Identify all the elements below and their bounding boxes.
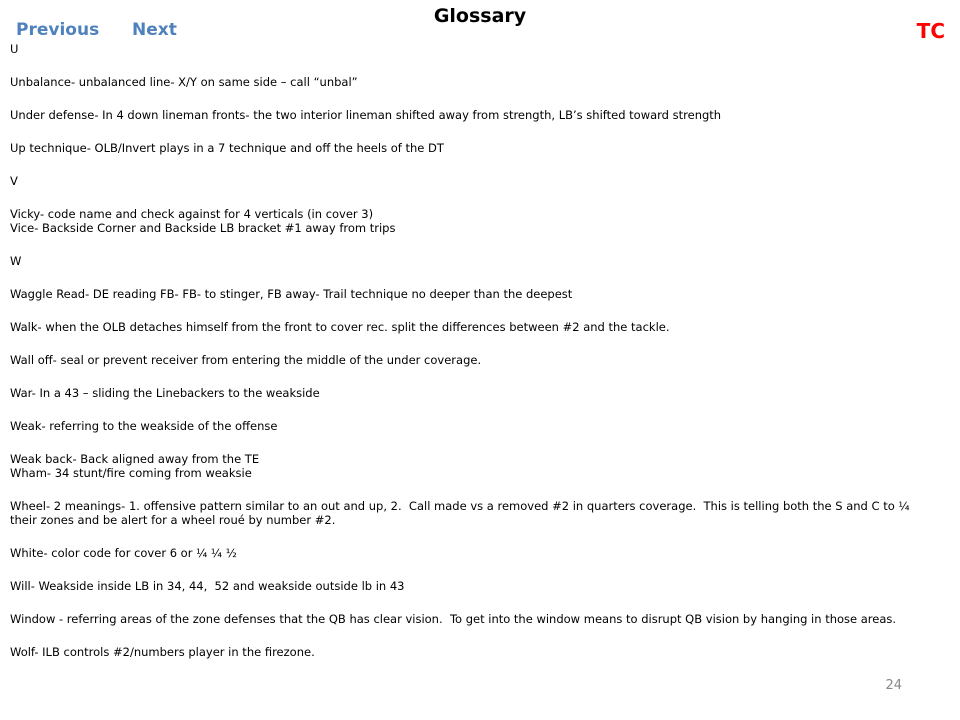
entry-spacer <box>10 334 935 353</box>
section-letter: U <box>10 42 19 56</box>
previous-link[interactable]: Previous <box>16 20 100 40</box>
entry-spacer <box>10 122 935 141</box>
glossary-entry: Unbalance- unbalanced line- X/Y on same side – call “unbal” <box>10 75 358 89</box>
glossary-entry: Wolf- ILB controls #2/numbers player in the firezone. <box>10 645 315 659</box>
glossary-entry: Up technique- OLB/Invert plays in a 7 technique and off the heels of the DT <box>10 141 444 155</box>
glossary-entry: Walk- when the OLB detaches himself from the front to cover rec. split the differences between #2 and the tackle. <box>10 320 670 334</box>
section-letter: V <box>10 174 18 188</box>
entry-spacer <box>10 400 935 419</box>
entry-spacer <box>10 626 935 645</box>
page-number: 24 <box>885 678 902 693</box>
entry-spacer <box>10 480 935 499</box>
entry-spacer <box>10 560 935 579</box>
glossary-entry: Will- Weakside inside LB in 34, 44, 52 and weakside outside lb in 43 <box>10 579 405 593</box>
glossary-entry: Weak- referring to the weakside of the offense <box>10 419 278 433</box>
glossary-entry: Wheel- 2 meanings- 1. offensive pattern similar to an out and up, 2. Call made vs a removed #2 in quarters coverage. This is telling both the S and C to ¼ their zones and be alert for a wheel roué by number #2. <box>10 499 914 527</box>
glossary-entry: Waggle Read- DE reading FB- FB- to stinger, FB away- Trail technique no deeper than the deepest <box>10 287 573 301</box>
glossary-entry: Wall off- seal or prevent receiver from entering the middle of the under coverage. <box>10 353 482 367</box>
entry-spacer <box>10 593 935 612</box>
glossary-entry: Weak back- Back aligned away from the TE <box>10 452 260 466</box>
glossary-content <box>10 42 935 659</box>
glossary-entry: Under defense- In 4 down lineman fronts- the two interior lineman shifted away from strength, LB’s shifted toward strength <box>10 108 722 122</box>
entry-spacer <box>10 89 935 108</box>
next-link[interactable]: Next <box>132 20 177 40</box>
page-title: Glossary <box>433 5 527 27</box>
glossary-entry: Wham- 34 stunt/fire coming from weaksie <box>10 466 252 480</box>
glossary-entry: Vicky- code name and check against for 4 verticals (in cover 3) <box>10 207 374 221</box>
glossary-entry: Vice- Backside Corner and Backside LB bracket #1 away from trips <box>10 221 396 235</box>
entry-spacer <box>10 301 935 320</box>
entry-spacer <box>10 155 935 174</box>
entry-spacer <box>10 56 935 75</box>
glossary-entry: War- In a 43 – sliding the Linebackers to the weakside <box>10 386 320 400</box>
entry-spacer <box>10 367 935 386</box>
glossary-entry: White- color code for cover 6 or ¼ ¼ ½ <box>10 546 237 560</box>
entry-spacer <box>10 235 935 254</box>
section-letter: W <box>10 254 22 268</box>
table-of-contents-link[interactable]: TC <box>916 19 945 43</box>
entry-spacer <box>10 527 935 546</box>
entry-spacer <box>10 268 935 287</box>
glossary-entry: Window - referring areas of the zone defenses that the QB has clear vision. To get into the window means to disrupt QB vision by hanging in those areas. <box>10 612 897 626</box>
entry-spacer <box>10 433 935 452</box>
entry-spacer <box>10 188 935 207</box>
